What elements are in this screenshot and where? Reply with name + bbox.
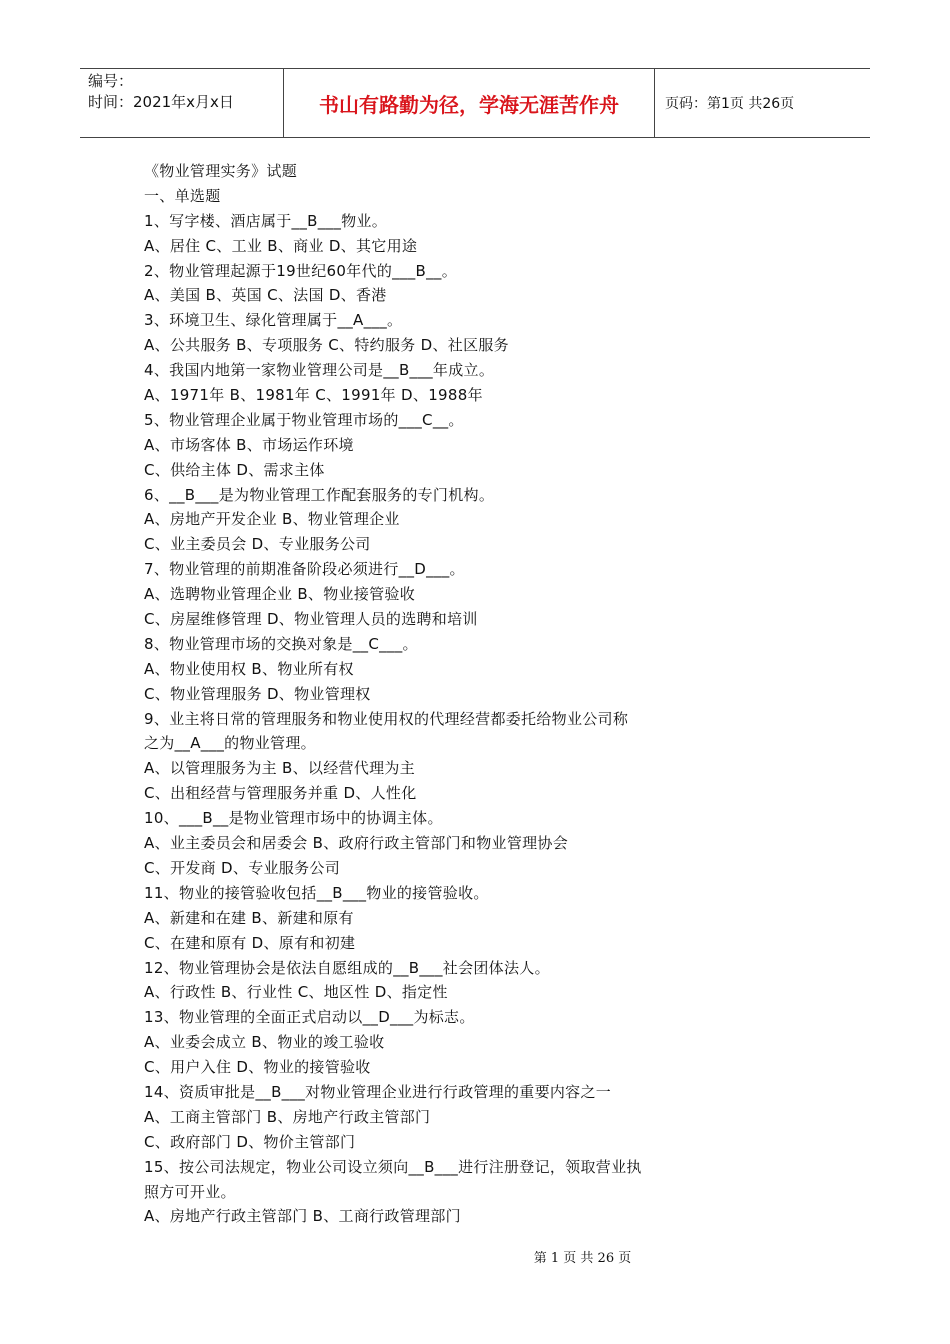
text-line: C、供给主体 D、需求主体 <box>144 460 325 479</box>
text-line: 1、写字楼、酒店属于__B___物业。 <box>144 211 388 230</box>
text-line: A、居住 C、工业 B、商业 D、其它用途 <box>144 236 418 255</box>
text-line: 11、物业的接管验收包括__B___物业的接管验收。 <box>144 883 489 902</box>
text-line: C、在建和原有 D、原有和初建 <box>144 933 356 952</box>
text-line: C、政府部门 D、物价主管部门 <box>144 1132 356 1151</box>
document-header <box>80 68 870 138</box>
text-line: A、行政性 B、行业性 C、地区性 D、指定性 <box>144 983 448 1002</box>
text-line: 9、业主将日常的管理服务和物业使用权的代理经营都委托给物业公司称 <box>144 709 629 728</box>
text-line: 3、环境卫生、绿化管理属于__A___。 <box>144 311 403 330</box>
text-line: C、出租经营与管理服务并重 D、人性化 <box>144 784 417 803</box>
time-label: 时间：2021年x月x日 <box>88 93 234 111</box>
text-line: A、房地产开发企业 B、物业管理企业 <box>144 510 400 529</box>
text-line: C、物业管理服务 D、物业管理权 <box>144 684 371 703</box>
text-line: A、选聘物业管理企业 B、物业接管验收 <box>144 585 416 604</box>
text-line: A、业主委员会和居委会 B、政府行政主管部门和物业管理协会 <box>144 834 569 853</box>
header-meta <box>80 69 283 137</box>
text-line: C、开发商 D、专业服务公司 <box>144 858 340 877</box>
text-line: A、房地产行政主管部门 B、工商行政管理部门 <box>144 1207 461 1226</box>
text-line: A、物业使用权 B、物业所有权 <box>144 659 354 678</box>
text-line: 2、物业管理起源于19世纪60年代的___B__。 <box>144 261 458 280</box>
text-line: 15、按公司法规定，物业公司设立须向__B___进行注册登记，领取营业执 <box>144 1157 642 1176</box>
text-line: A、新建和在建 B、新建和原有 <box>144 908 354 927</box>
text-line: 4、我国内地第一家物业管理公司是__B___年成立。 <box>144 361 495 380</box>
number-label: 编号： <box>88 72 134 90</box>
text-line: 5、物业管理企业属于物业管理市场的___C__。 <box>144 410 464 429</box>
text-line: A、业委会成立 B、物业的竣工验收 <box>144 1033 385 1052</box>
text-line: 6、__B___是为物业管理工作配套服务的专门机构。 <box>144 485 495 504</box>
text-line: 之为__A___的物业管理。 <box>144 734 316 753</box>
text-line: A、美国 B、英国 C、法国 D、香港 <box>144 286 387 305</box>
page-footer: 第 1 页 共 26 页 <box>533 1251 632 1266</box>
text-line: A、工商主管部门 B、房地产行政主管部门 <box>144 1107 431 1126</box>
text-line: A、市场客体 B、市场运作环境 <box>144 435 354 454</box>
text-line: 照方可开业。 <box>144 1182 236 1201</box>
text-line: 8、物业管理市场的交换对象是__C___。 <box>144 634 418 653</box>
text-line: A、公共服务 B、专项服务 C、特约服务 D、社区服务 <box>144 336 509 355</box>
text-line: C、业主委员会 D、专业服务公司 <box>144 535 371 554</box>
text-line: 7、物业管理的前期准备阶段必须进行__D___。 <box>144 560 465 579</box>
exam-content <box>144 159 724 1229</box>
text-line: 12、物业管理协会是依法自愿组成的__B___社会团体法人。 <box>144 958 550 977</box>
header-motto: 书山有路勤为径，学海无涯苦作舟 <box>283 69 655 137</box>
text-line: C、用户入住 D、物业的接管验收 <box>144 1058 371 1077</box>
section-heading: 一、单选题 <box>144 186 221 205</box>
text-line: 10、___B__是物业管理市场中的协调主体。 <box>144 809 443 828</box>
text-line: 13、物业管理的全面正式启动以__D___为标志。 <box>144 1008 475 1027</box>
text-line: C、房屋维修管理 D、物业管理人员的选聘和培训 <box>144 610 478 629</box>
text-line: A、以管理服务为主 B、以经营代理为主 <box>144 759 416 778</box>
document-title: 《物业管理实务》试题 <box>144 162 298 180</box>
text-line: 14、资质审批是__B___对物业管理企业进行行政管理的重要内容之一 <box>144 1082 612 1101</box>
text-line: A、1971年 B、1981年 C、1991年 D、1988年 <box>144 386 483 405</box>
header-page-info: 页码：第1页 共26页 <box>665 96 795 112</box>
